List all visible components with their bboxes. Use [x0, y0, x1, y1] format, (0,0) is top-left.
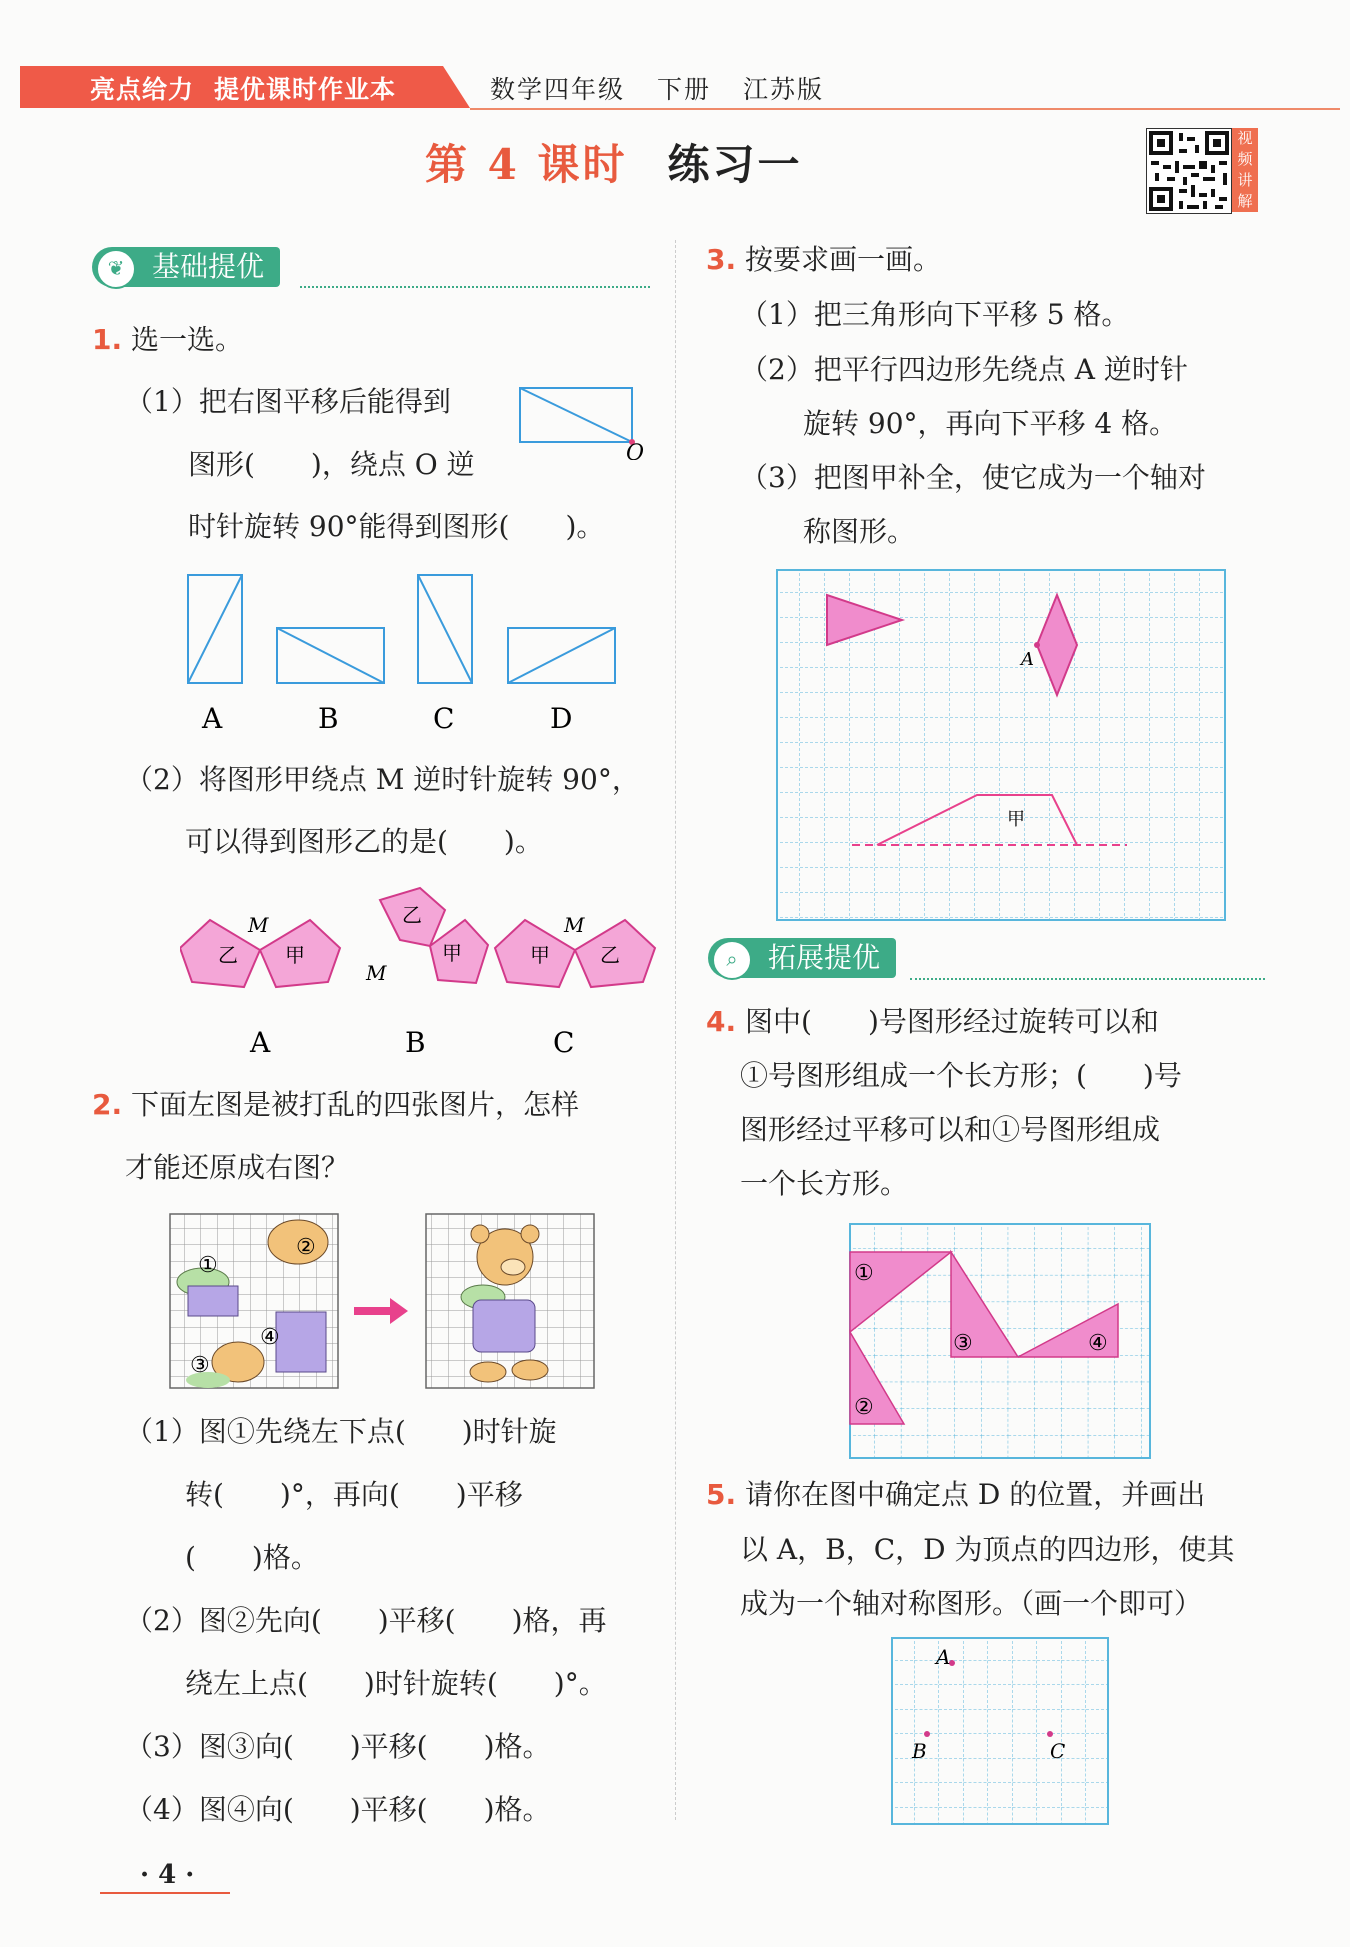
shape-4-label: ④ [1088, 1331, 1108, 1356]
piece-2-label: ② [296, 1235, 316, 1260]
q5-text-1: 请你在图中确定点 D 的位置，并画出 [745, 1478, 1206, 1511]
q2-s3: （3）图③向( )平移( )格。 [125, 1730, 551, 1763]
video-label[interactable]: 视频讲解 [1232, 128, 1258, 212]
lesson-name: 练习一 [667, 140, 803, 189]
point-b [924, 1731, 930, 1737]
q4-line2: ①号图形组成一个长方形；( )号 [740, 1059, 1182, 1092]
subject: 数学四年级 [490, 75, 626, 104]
q1-p1-line2: 图形( )，绕点 O 逆 [188, 448, 475, 481]
q3-stem [706, 240, 941, 280]
q1-p1-line1: （1）把右图平移后能得到 [125, 385, 451, 418]
option-d-label[interactable]: D [550, 702, 573, 735]
option-a-label[interactable]: A [202, 702, 223, 735]
section-basic-header [92, 247, 280, 287]
q3-text: 按要求画一画。 [745, 243, 942, 276]
option-a-m-label: M [248, 913, 269, 937]
option-c-diagonal [418, 575, 472, 683]
q5-line2: 以 A，B，C，D 为顶点的四边形，使其 [740, 1533, 1235, 1566]
q2-s2-line2: 绕左上点( )时针旋转( )°。 [185, 1667, 607, 1700]
option2-a-label[interactable]: A [250, 1026, 271, 1059]
q3-p3-line1: （3）把图甲补全，使它成为一个轴对 [740, 461, 1206, 494]
option2-c-label[interactable]: C [553, 1026, 575, 1059]
q1-reference-diagonal [520, 388, 632, 442]
q1-rotation-options [180, 880, 660, 1070]
section-ext-header [708, 938, 896, 978]
point-o-label: O [626, 441, 645, 460]
q2-s1-line3: ( )格。 [185, 1541, 319, 1574]
q4-line4: 一个长方形。 [740, 1167, 909, 1200]
option-b-yi-label: 乙 [402, 903, 422, 927]
volume: 下册 [657, 75, 712, 104]
option-c-jia-label: 甲 [530, 943, 550, 967]
header-brand [90, 70, 416, 106]
option-c-label[interactable]: C [433, 702, 455, 735]
shape-1-label: ① [854, 1261, 874, 1286]
lesson-number: 第 4 课时 [425, 140, 628, 189]
edition: 江苏版 [743, 75, 825, 104]
section-ext-label: 拓展提优 [768, 941, 881, 974]
piece-3-label: ③ [190, 1353, 210, 1378]
q3-number: 3. [706, 243, 737, 276]
option-b-m-label: M [366, 961, 387, 985]
brand: 亮点给力 [90, 75, 195, 104]
q2-s1-line2: 转( )°，再向( )平移 [185, 1478, 523, 1511]
sprout-icon: ❦ [96, 249, 136, 289]
q2-s2-line1: （2）图②先向( )平移( )格，再 [125, 1604, 607, 1637]
q4-line1 [706, 1002, 1159, 1042]
q2-line1 [92, 1085, 579, 1125]
q1-number: 1. [92, 323, 123, 356]
point-c [1047, 1731, 1053, 1737]
q2-number: 2. [92, 1088, 123, 1121]
q4-grid-figure [848, 1222, 1154, 1460]
option-a-diagonal [188, 575, 242, 683]
piece-4-label: ④ [260, 1325, 280, 1350]
section-basic-rule [300, 286, 650, 288]
page-number [100, 1860, 230, 1894]
q1-reference-figure [510, 380, 650, 460]
q5-line3: 成为一个轴对称图形。（画一个即可） [740, 1587, 1203, 1620]
q3-p3-line2: 称图形。 [803, 515, 916, 548]
point-a-label: A [1021, 649, 1034, 670]
header-rule [470, 108, 1340, 110]
q5-grid-figure [890, 1636, 1112, 1828]
q5-grid [892, 1638, 1108, 1824]
point-a-label: A [936, 1645, 951, 1669]
point-c-label: C [1050, 1739, 1066, 1763]
q3-p1: （1）把三角形向下平移 5 格。 [740, 298, 1130, 331]
figure-jia-label: 甲 [1007, 809, 1025, 830]
q2-figures [168, 1212, 608, 1392]
qr-code-icon[interactable] [1146, 128, 1232, 214]
q5-line1 [706, 1475, 1205, 1515]
q4-number: 4. [706, 1005, 737, 1038]
option-c-yi-label: 乙 [600, 943, 620, 967]
section-basic-label: 基础提优 [152, 250, 265, 283]
column-divider [675, 240, 676, 1820]
point-a [1034, 642, 1040, 648]
option-a-jia-label: 甲 [285, 943, 305, 967]
page-title [425, 132, 802, 192]
q4-text-1: 图中( )号图形经过旋转可以和 [745, 1005, 1159, 1038]
book-name: 提优课时作业本 [214, 75, 397, 104]
option-c-m-label: M [564, 913, 585, 937]
q2-s1-line1: （1）图①先绕左下点( )时针旋 [125, 1415, 557, 1448]
option-b-label[interactable]: B [318, 702, 339, 735]
q2-s4: （4）图④向( )平移( )格。 [125, 1793, 551, 1826]
q1-p2-line2: 可以得到图形乙的是( )。 [185, 825, 543, 858]
option-a-yi-label: 乙 [218, 943, 238, 967]
q1-p2-line1: （2）将图形甲绕点 M 逆时针旋转 90°， [125, 763, 640, 796]
q3-p2-line1: （2）把平行四边形先绕点 A 逆时针 [740, 353, 1188, 386]
shape-2-label: ② [854, 1395, 874, 1420]
q4-line3: 图形经过平移可以和①号图形组成 [740, 1113, 1161, 1146]
option2-b-label[interactable]: B [405, 1026, 426, 1059]
q1-p1-line3: 时针旋转 90°能得到图形( )。 [188, 510, 605, 543]
q2-line2: 才能还原成右图？ [125, 1151, 350, 1184]
option-b-jia-label: 甲 [442, 941, 462, 965]
q3-p2-line2: 旋转 90°，再向下平移 4 格。 [803, 407, 1178, 440]
q3-grid-figure [775, 568, 1227, 924]
option-b-diagonal [277, 628, 384, 683]
header-info [490, 70, 856, 106]
point-b-label: B [912, 1739, 927, 1763]
q2-text-1: 下面左图是被打乱的四张图片，怎样 [131, 1088, 580, 1121]
magnifier-icon: ⌕ [712, 940, 752, 980]
option-d-diagonal [508, 628, 615, 683]
section-ext-rule [910, 978, 1265, 980]
shape-3-label: ③ [953, 1331, 973, 1356]
q5-number: 5. [706, 1478, 737, 1511]
piece-1-label: ① [198, 1253, 218, 1278]
arrow-right-icon [354, 1298, 408, 1324]
page-number-text: · 4 · [140, 1860, 195, 1890]
q1-options-figure [170, 560, 630, 740]
q1-text: 选一选。 [131, 323, 244, 356]
q1-stem [92, 320, 243, 360]
